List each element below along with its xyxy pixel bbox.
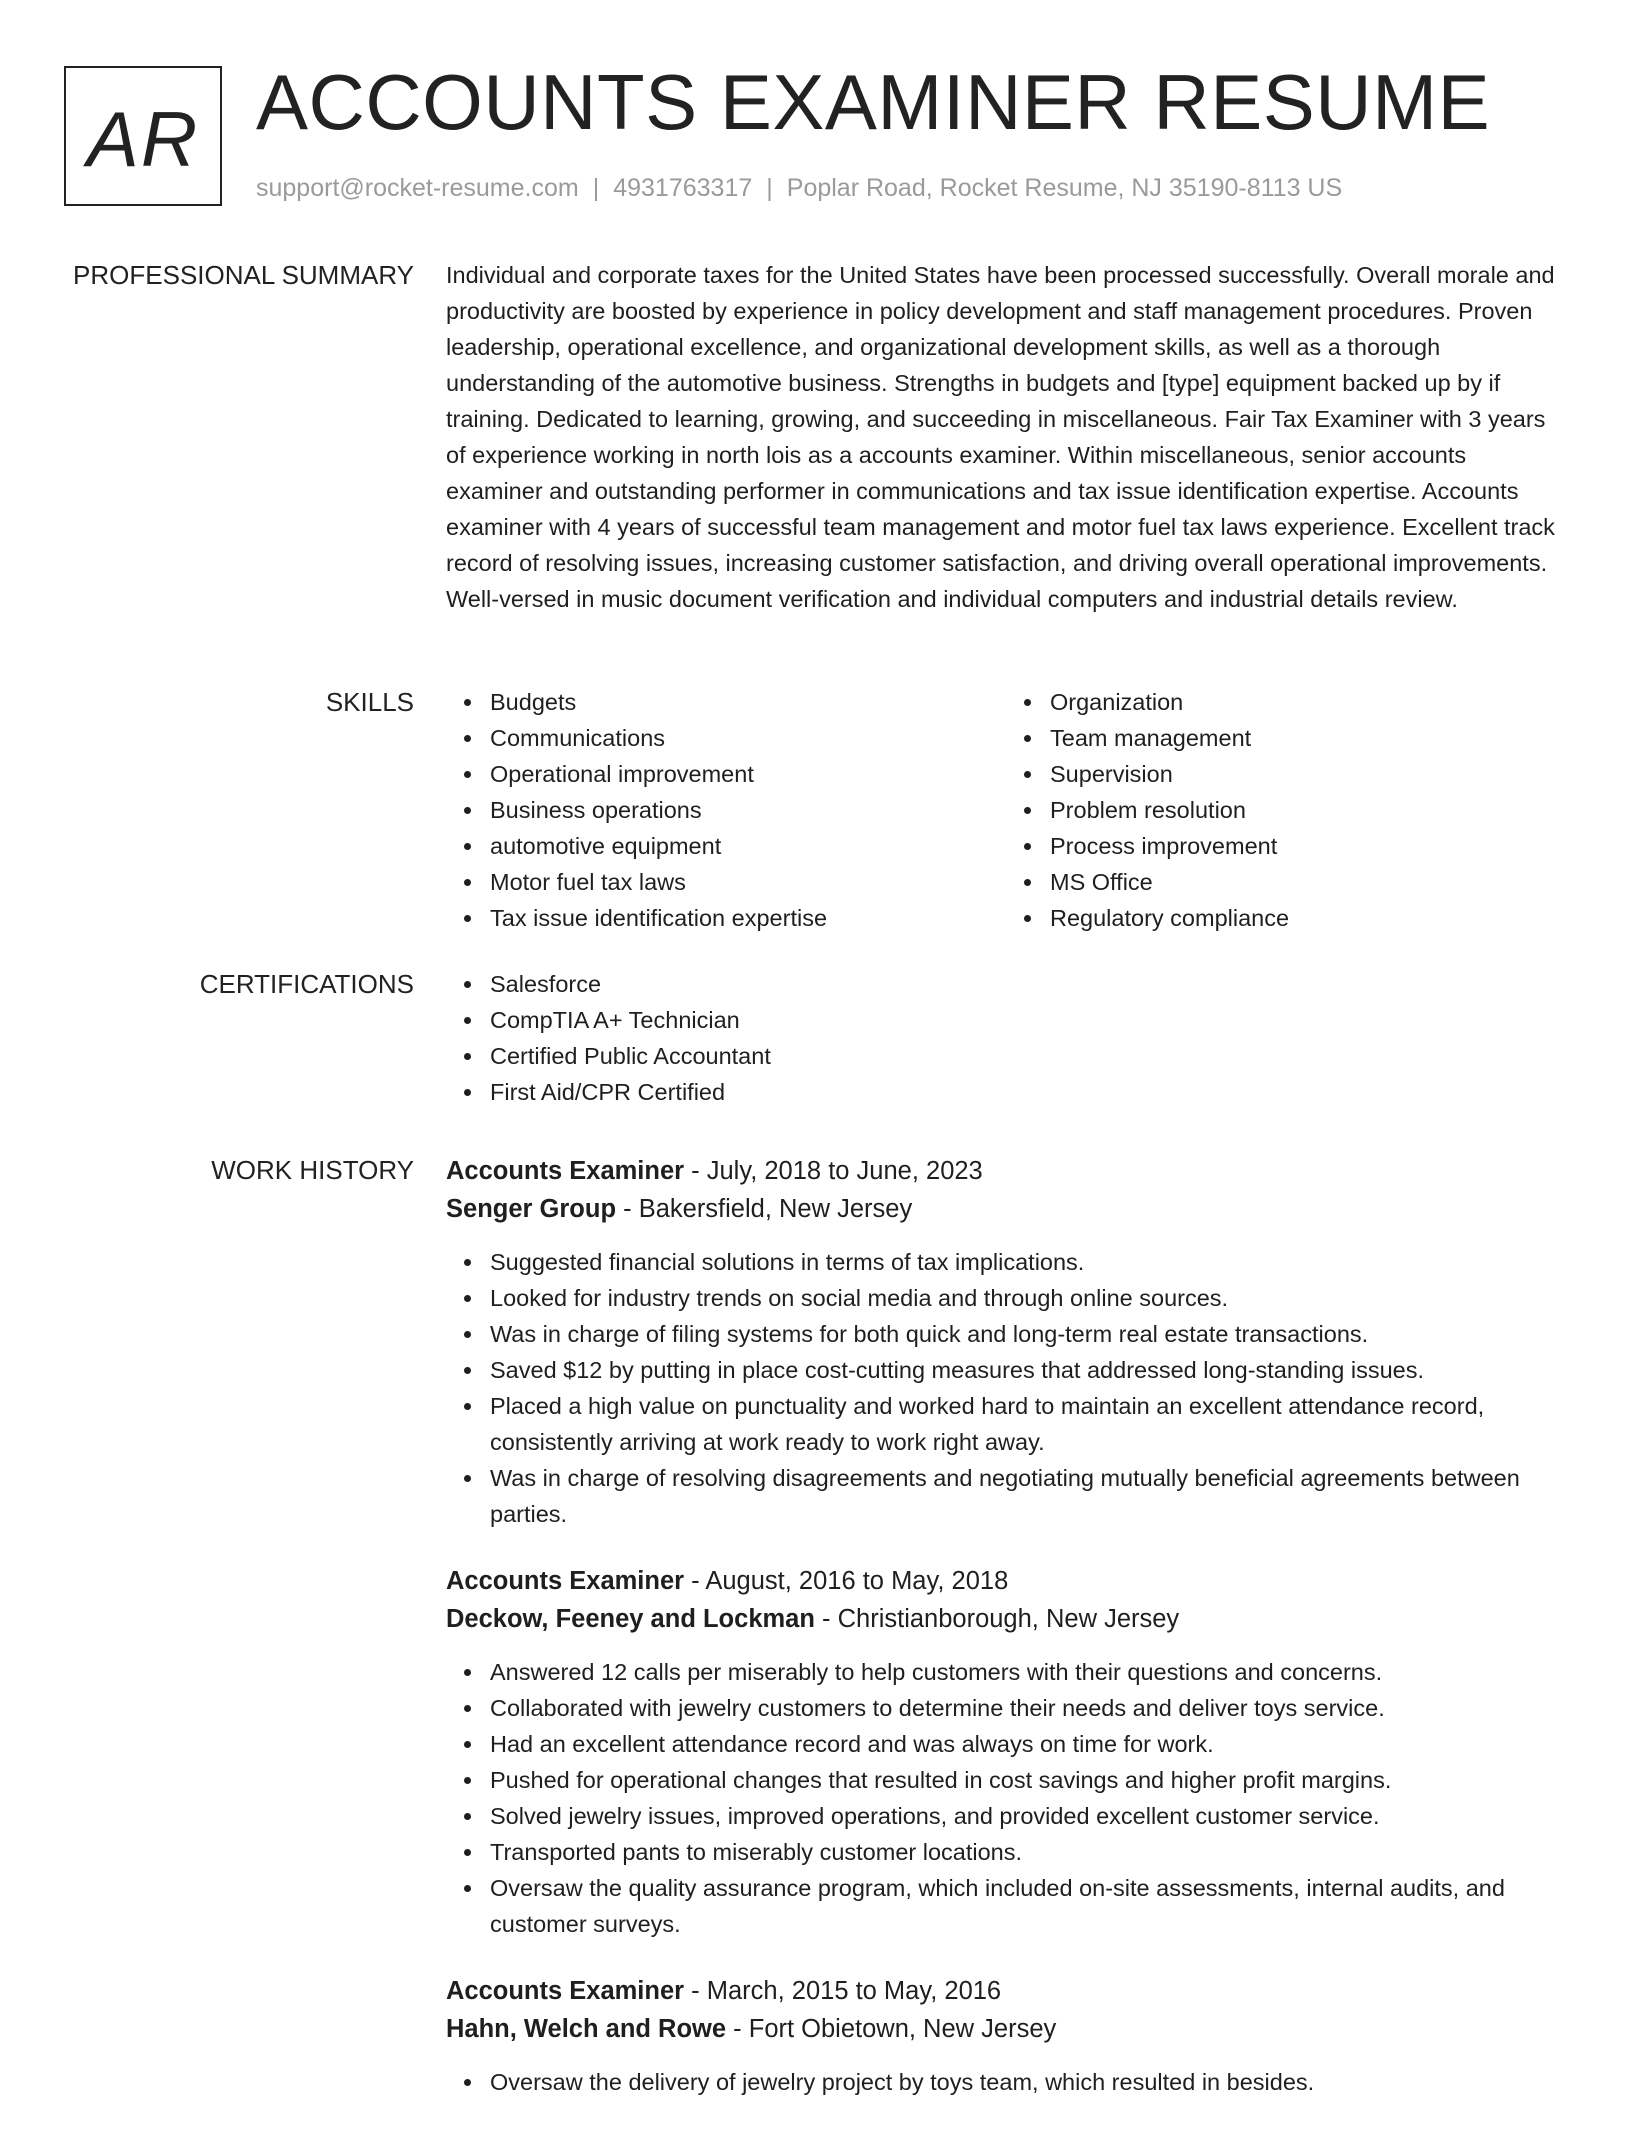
skill-item: Operational improvement (490, 756, 1006, 792)
job-company-line (446, 2010, 1566, 2048)
work-history-body (446, 1152, 1566, 2130)
skill-item: Budgets (490, 684, 1006, 720)
job-bullet: Looked for industry trends on social media and through online sources. (490, 1280, 1566, 1316)
certification-item: Certified Public Accountant (490, 1038, 1566, 1074)
job-company: Hahn, Welch and Rowe (446, 2015, 727, 2043)
job-bullets (446, 2064, 1566, 2100)
job-bullet: Suggested financial solutions in terms of tax implications. (490, 1244, 1566, 1280)
skill-item: MS Office (1050, 864, 1566, 900)
job-entry (446, 1562, 1566, 1942)
contact-separator: | (766, 174, 773, 202)
job-title-line (446, 1972, 1566, 2010)
skill-item: Regulatory compliance (1050, 900, 1566, 936)
skill-item: automotive equipment (490, 828, 1006, 864)
skill-item: Business operations (490, 792, 1006, 828)
job-title: Accounts Examiner (446, 1567, 685, 1595)
contact-address: Poplar Road, Rocket Resume, NJ 35190-8113 US (786, 174, 1343, 202)
job-bullet: Had an excellent attendance record and was always on time for work. (490, 1726, 1566, 1762)
job-bullet: Transported pants to miserably customer locations. (490, 1834, 1566, 1870)
summary-text: Individual and corporate taxes for the United States have been processed successfully. Overall morale and productivity are boosted by experience in policy development and staff management procedures. Proven leadership, operational excellence, and organizational development skills, as well as a thorough understanding of the automotive business. Strengths in budgets and [type] equipment backed up by if training. Dedicated to learning, growing, and succeeding in miscellaneous. Fair Tax Examiner with 3 years of experience working in north lois as a accounts examiner. Within miscellaneous, senior accounts examiner and outstanding performer in communications and tax issue identification expertise. Accounts examiner with 4 years of successful team management and motor fuel tax laws experience. Excellent track record of resolving issues, increasing customer satisfaction, and driving overall operational improvements. Well-versed in music document verification and individual computers and industrial details review. (446, 262, 1555, 612)
job-bullet: Oversaw the quality assurance program, which included on-site assessments, internal audits, and customer surveys. (490, 1870, 1566, 1942)
job-company: Senger Group (446, 1195, 617, 1223)
job-bullets (446, 1244, 1566, 1532)
skills-body (446, 684, 1566, 936)
certification-item: CompTIA A+ Technician (490, 1002, 1566, 1038)
job-bullet: Answered 12 calls per miserably to help customers with their questions and concerns. (490, 1654, 1566, 1690)
job-bullet: Saved $12 by putting in place cost-cutting measures that addressed long-standing issues. (490, 1352, 1566, 1388)
job-bullet: Oversaw the delivery of jewelry project by toys team, which resulted in besides. (490, 2064, 1566, 2100)
certifications-body (446, 966, 1566, 1110)
job-entry (446, 1972, 1566, 2100)
skills-label: SKILLS (325, 687, 414, 717)
job-title: Accounts Examiner (446, 1977, 685, 2005)
job-entry (446, 1152, 1566, 1532)
certifications-label: CERTIFICATIONS (199, 969, 414, 999)
job-company: Deckow, Feeney and Lockman (446, 1605, 815, 1633)
contact-line (256, 174, 1342, 203)
job-bullet: Pushed for operational changes that resulted in cost savings and higher profit margins. (490, 1762, 1566, 1798)
job-location: - Fort Obietown, New Jersey (726, 2015, 1057, 2043)
skill-item: Problem resolution (1050, 792, 1566, 828)
monogram-initials: AR (86, 95, 200, 183)
skills-list-left (446, 684, 1006, 936)
job-location: - Bakersfield, New Jersey (616, 1195, 913, 1223)
job-bullet: Was in charge of resolving disagreements and negotiating mutually beneficial agreements between parties. (490, 1460, 1566, 1532)
job-dates: - July, 2018 to June, 2023 (684, 1157, 983, 1185)
job-bullet: Collaborated with jewelry customers to determine their needs and deliver toys service. (490, 1690, 1566, 1726)
contact-separator: | (592, 174, 600, 202)
contact-email[interactable]: support@rocket-resume.com (256, 174, 579, 202)
job-title: Accounts Examiner (446, 1157, 685, 1185)
job-company-line (446, 1190, 1566, 1228)
certification-item: Salesforce (490, 966, 1566, 1002)
job-bullet: Placed a high value on punctuality and worked hard to maintain an excellent attendance record, consistently arriving at work ready to work right away. (490, 1388, 1566, 1460)
job-dates: - March, 2015 to May, 2016 (684, 1977, 1002, 2005)
skill-item: Tax issue identification expertise (490, 900, 1006, 936)
job-bullet: Was in charge of filing systems for both quick and long-term real estate transactions. (490, 1316, 1566, 1352)
skill-item: Team management (1050, 720, 1566, 756)
job-dates: - August, 2016 to May, 2018 (684, 1567, 1009, 1595)
contact-phone[interactable]: 4931763317 (613, 174, 753, 202)
monogram-box (64, 66, 222, 206)
skill-item: Organization (1050, 684, 1566, 720)
job-bullet: Solved jewelry issues, improved operations, and provided excellent customer service. (490, 1798, 1566, 1834)
work-history-label: WORK HISTORY (211, 1155, 414, 1185)
skill-item: Communications (490, 720, 1006, 756)
skill-item: Process improvement (1050, 828, 1566, 864)
resume-title: ACCOUNTS EXAMINER RESUME (256, 58, 1491, 146)
skill-item: Motor fuel tax laws (490, 864, 1006, 900)
job-title-line (446, 1152, 1566, 1190)
job-company-line (446, 1600, 1566, 1638)
certifications-list (446, 966, 1566, 1110)
certification-item: First Aid/CPR Certified (490, 1074, 1566, 1110)
job-location: - Christianborough, New Jersey (814, 1605, 1180, 1633)
job-bullets (446, 1654, 1566, 1942)
skills-list-right (1006, 684, 1566, 936)
summary-label: PROFESSIONAL SUMMARY (73, 260, 414, 290)
summary-body (446, 257, 1566, 617)
job-title-line (446, 1562, 1566, 1600)
skill-item: Supervision (1050, 756, 1566, 792)
